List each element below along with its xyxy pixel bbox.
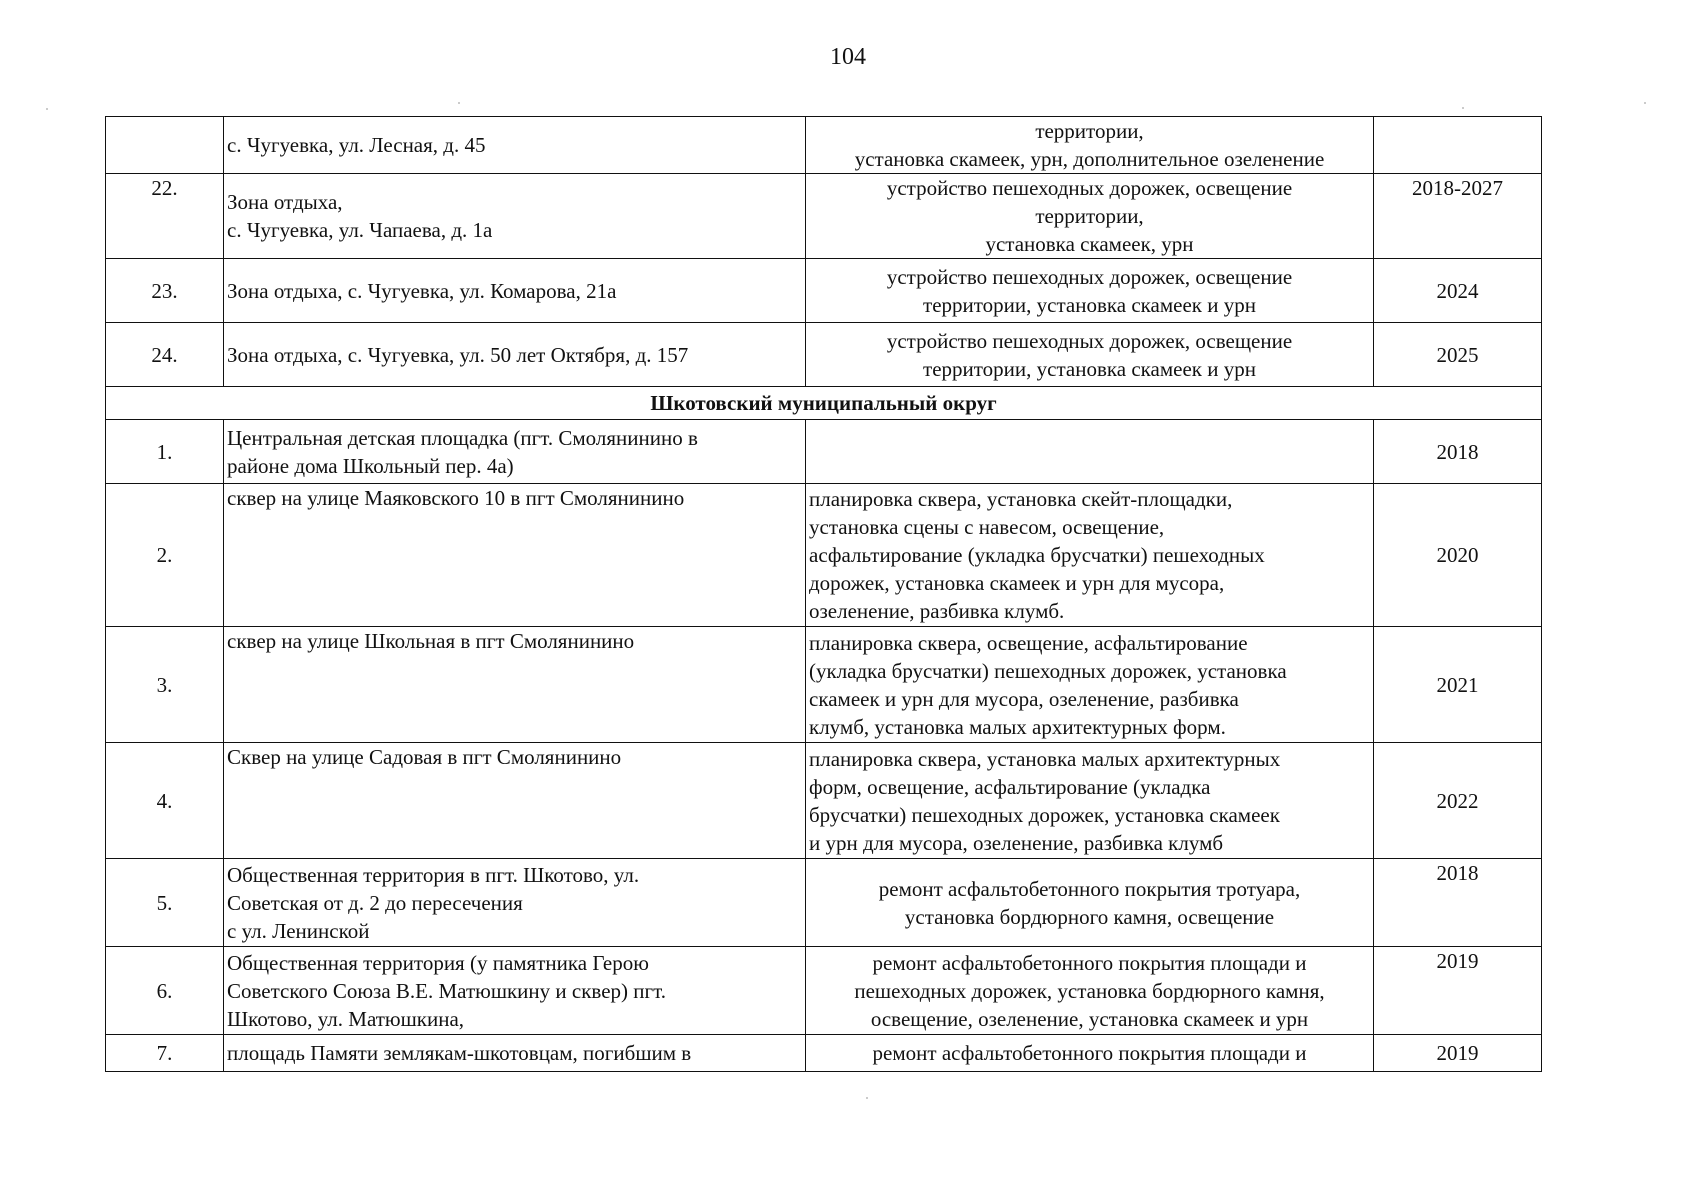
table-row bbox=[106, 117, 1542, 174]
year-cell: 2020 bbox=[1374, 484, 1542, 627]
object-line: сквер на улице Школьная в пгт Смолянинино bbox=[227, 629, 635, 653]
object-cell bbox=[224, 420, 806, 484]
object-line: Зона отдыха, с. Чугуевка, ул. 50 лет Октября, д. 157 bbox=[227, 342, 689, 367]
object-line: площадь Памяти землякам-шкотовцам, погибшим в bbox=[227, 1041, 692, 1065]
works-line: установка сцены с навесом, освещение, bbox=[809, 515, 1165, 539]
works-cell bbox=[806, 484, 1374, 627]
row-number: 22. bbox=[106, 174, 224, 259]
year-cell: 2022 bbox=[1374, 743, 1542, 859]
object-line: Шкотово, ул. Матюшкина, bbox=[227, 1006, 465, 1031]
works-line: освещение, озеленение, установка скамеек и урн bbox=[870, 1006, 1309, 1031]
object-line: районе дома Школьный пер. 4а) bbox=[227, 453, 514, 478]
scan-speck bbox=[46, 108, 48, 110]
works-cell bbox=[806, 420, 1374, 484]
object-cell bbox=[224, 323, 806, 387]
works-line: (укладка брусчатки) пешеходных дорожек, установка bbox=[809, 658, 1287, 683]
row-number: 23. bbox=[106, 259, 224, 323]
object-line: Зона отдыха, с. Чугуевка, ул. Комарова, 21а bbox=[227, 278, 617, 303]
row-number: 2. bbox=[106, 484, 224, 627]
row-number: 24. bbox=[106, 323, 224, 387]
works-cell bbox=[806, 323, 1374, 387]
object-cell bbox=[224, 484, 806, 627]
works-cell bbox=[806, 174, 1374, 259]
section-title: Шкотовский муниципальный округ bbox=[106, 387, 1542, 420]
works-line: устройство пешеходных дорожек, освещение bbox=[886, 328, 1293, 353]
object-cell bbox=[224, 174, 806, 259]
works-line: клумб, установка малых архитектурных форм. bbox=[809, 714, 1226, 739]
object-cell bbox=[224, 627, 806, 743]
scan-speck bbox=[458, 102, 460, 104]
object-line: с. Чугуевка, ул. Чапаева, д. 1а bbox=[227, 218, 493, 242]
year-cell: 2024 bbox=[1374, 259, 1542, 323]
works-line: ремонт асфальтобетонного покрытия тротуара, bbox=[878, 876, 1301, 901]
works-line: планировка сквера, установка малых архитектурных bbox=[809, 746, 1281, 771]
works-cell bbox=[806, 743, 1374, 859]
works-line: брусчатки) пешеходных дорожек, установка скамеек bbox=[809, 802, 1280, 827]
table-row bbox=[106, 859, 1542, 947]
row-number: 5. bbox=[106, 859, 224, 947]
works-line: установка бордюрного камня, освещение bbox=[904, 904, 1275, 929]
works-line: озеленение, разбивка клумб. bbox=[809, 599, 1065, 623]
improvement-table bbox=[105, 116, 1542, 1072]
works-line: территории, bbox=[1035, 119, 1144, 143]
row-number: 1. bbox=[106, 420, 224, 484]
row-number: 7. bbox=[106, 1035, 224, 1072]
section-header-row bbox=[106, 387, 1542, 420]
year-cell: 2021 bbox=[1374, 627, 1542, 743]
table-row bbox=[106, 174, 1542, 259]
works-line: ремонт асфальтобетонного покрытия площади и bbox=[872, 1041, 1307, 1065]
table-row bbox=[106, 947, 1542, 1035]
works-cell bbox=[806, 627, 1374, 743]
page-number: 104 bbox=[830, 44, 866, 70]
works-line: устройство пешеходных дорожек, освещение bbox=[886, 264, 1293, 289]
works-line: ремонт асфальтобетонного покрытия площади и bbox=[872, 950, 1307, 975]
works-line: устройство пешеходных дорожек, освещение bbox=[886, 176, 1293, 200]
works-line: форм, освещение, асфальтирование (укладка bbox=[809, 774, 1211, 799]
object-line: Сквер на улице Садовая в пгт Смолянинино bbox=[227, 745, 622, 769]
object-cell bbox=[224, 117, 806, 174]
object-line: Советская от д. 2 до пересечения bbox=[227, 890, 523, 915]
works-line: асфальтирование (укладка брусчатки) пешеходных bbox=[809, 543, 1265, 567]
table-row bbox=[106, 484, 1542, 627]
object-cell bbox=[224, 743, 806, 859]
works-cell bbox=[806, 117, 1374, 174]
object-line: с. Чугуевка, ул. Лесная, д. 45 bbox=[227, 133, 486, 157]
works-line: территории, установка скамеек и урн bbox=[923, 292, 1256, 317]
works-line: территории, установка скамеек и урн bbox=[923, 356, 1256, 381]
works-line: планировка сквера, освещение, асфальтирование bbox=[809, 630, 1248, 655]
object-line: Общественная территория (у памятника Герою bbox=[227, 950, 649, 975]
year-cell: 2018 bbox=[1374, 420, 1542, 484]
row-number: 3. bbox=[106, 627, 224, 743]
year-cell: 2019 bbox=[1374, 1035, 1542, 1072]
scan-speck bbox=[1644, 102, 1646, 104]
works-line: установка скамеек, урн bbox=[985, 232, 1194, 256]
works-cell bbox=[806, 259, 1374, 323]
table-row bbox=[106, 743, 1542, 859]
object-line: Зона отдыха, bbox=[227, 190, 343, 214]
works-line: территории, bbox=[1035, 204, 1144, 228]
works-line: установка скамеек, урн, дополнительное озеленение bbox=[854, 147, 1325, 171]
year-cell: 2018 bbox=[1374, 859, 1542, 947]
year-cell bbox=[1374, 117, 1542, 174]
scan-speck bbox=[1462, 107, 1464, 109]
table-row bbox=[106, 1035, 1542, 1072]
works-cell bbox=[806, 859, 1374, 947]
row-number: 6. bbox=[106, 947, 224, 1035]
works-cell bbox=[806, 1035, 1374, 1072]
object-line: сквер на улице Маяковского 10 в пгт Смолянинино bbox=[227, 486, 685, 510]
table-row bbox=[106, 323, 1542, 387]
row-number: 4. bbox=[106, 743, 224, 859]
object-line: Центральная детская площадка (пгт. Смолянинино в bbox=[227, 425, 698, 450]
object-line: с ул. Ленинской bbox=[227, 918, 370, 943]
works-line: планировка сквера, установка скейт-площадки, bbox=[809, 487, 1233, 511]
year-cell: 2019 bbox=[1374, 947, 1542, 1035]
works-line: и урн для мусора, озеленение, разбивка клумб bbox=[809, 830, 1224, 855]
object-line: Советского Союза В.Е. Матюшкину и сквер) пгт. bbox=[227, 978, 666, 1003]
object-line: Общественная территория в пгт. Шкотово, ул. bbox=[227, 862, 640, 887]
works-line: дорожек, установка скамеек и урн для мусора, bbox=[809, 571, 1225, 595]
year-cell: 2025 bbox=[1374, 323, 1542, 387]
row-number bbox=[106, 117, 224, 174]
table-row bbox=[106, 627, 1542, 743]
object-cell bbox=[224, 859, 806, 947]
year-cell: 2018-2027 bbox=[1374, 174, 1542, 259]
scan-speck bbox=[866, 1097, 868, 1099]
works-line: пешеходных дорожек, установка бордюрного камня, bbox=[854, 978, 1325, 1003]
object-cell bbox=[224, 1035, 806, 1072]
object-cell bbox=[224, 947, 806, 1035]
table-row bbox=[106, 259, 1542, 323]
table-row bbox=[106, 420, 1542, 484]
object-cell bbox=[224, 259, 806, 323]
works-cell bbox=[806, 947, 1374, 1035]
works-line: скамеек и урн для мусора, озеленение, разбивка bbox=[809, 686, 1239, 711]
